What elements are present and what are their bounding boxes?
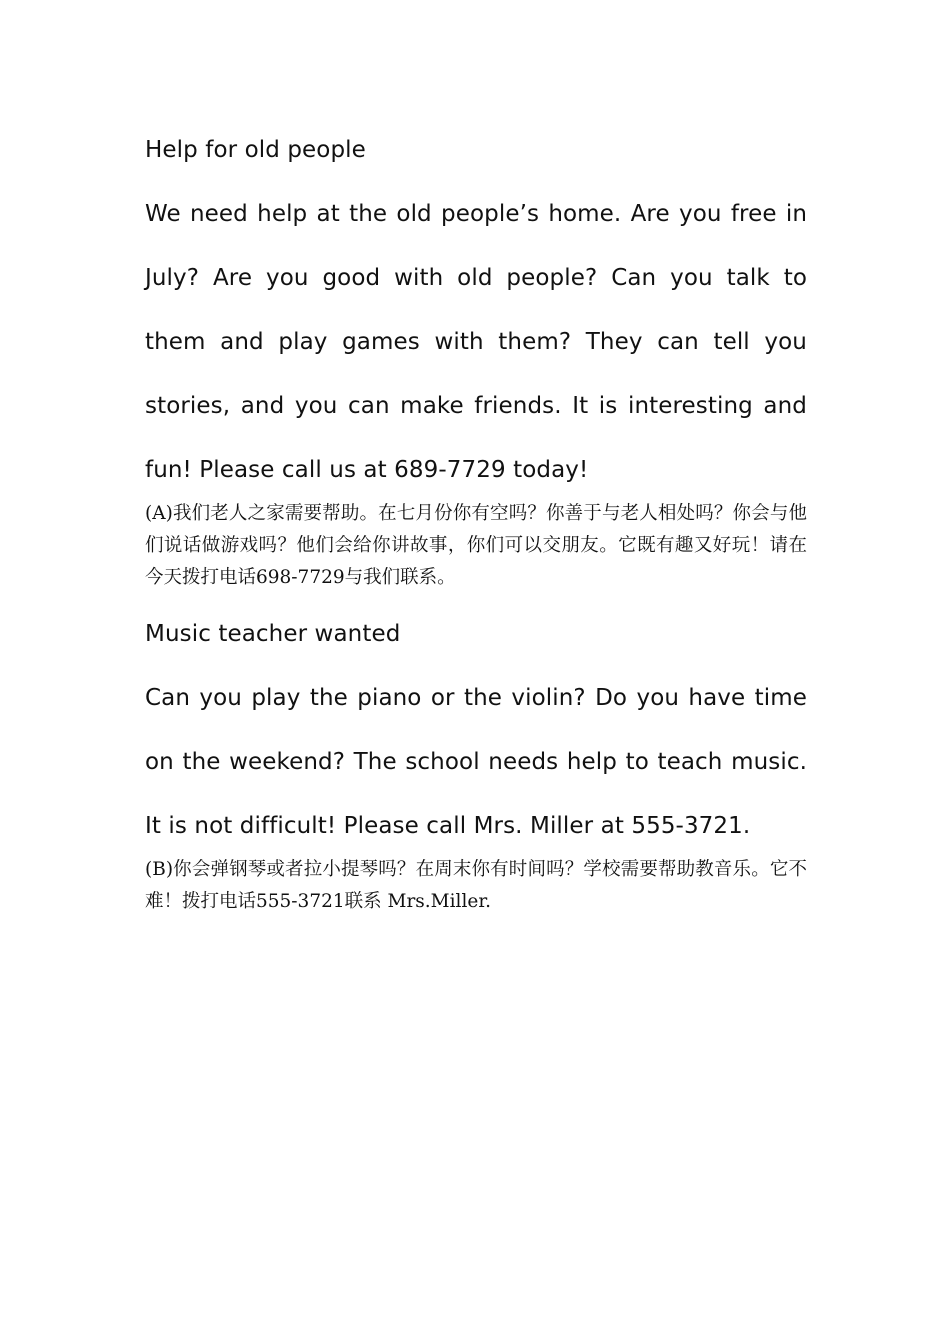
document-content: [145, 118, 807, 918]
ad-help-old-people: [145, 118, 807, 594]
ad-body-text: Can you play the piano or the violin? Do you have time on the weekend? The school needs help to teach music. It is not difficult! Please call Mrs. Miller at 555-3721.: [145, 685, 807, 839]
ad-title: Help for old people: [145, 137, 366, 163]
ad-title: Music teacher wanted: [145, 621, 401, 647]
ad-music-teacher: [145, 602, 807, 918]
ad-body-text: We need help at the old people’s home. Are you free in July? Are you good with old people? Can you talk to them and play games with them? They can tell you stories, and you can make friends. It is interesting and fun! Please call us at 689-7729 today!: [145, 201, 807, 483]
ad-translation: (B)你会弹钢琴或者拉小提琴吗？在周末你有时间吗？学校需要帮助教音乐。它不难！拨打电话555-3721联系 Mrs.Miller.: [145, 859, 807, 912]
ad-body: [145, 182, 807, 502]
ad-body: [145, 666, 807, 858]
ad-translation: (A)我们老人之家需要帮助。在七月份你有空吗？你善于与老人相处吗？你会与他们说话做游戏吗？他们会给你讲故事，你们可以交朋友。它既有趣又好玩！请在今天拨打电话698-7729与我们联系。: [145, 503, 807, 588]
